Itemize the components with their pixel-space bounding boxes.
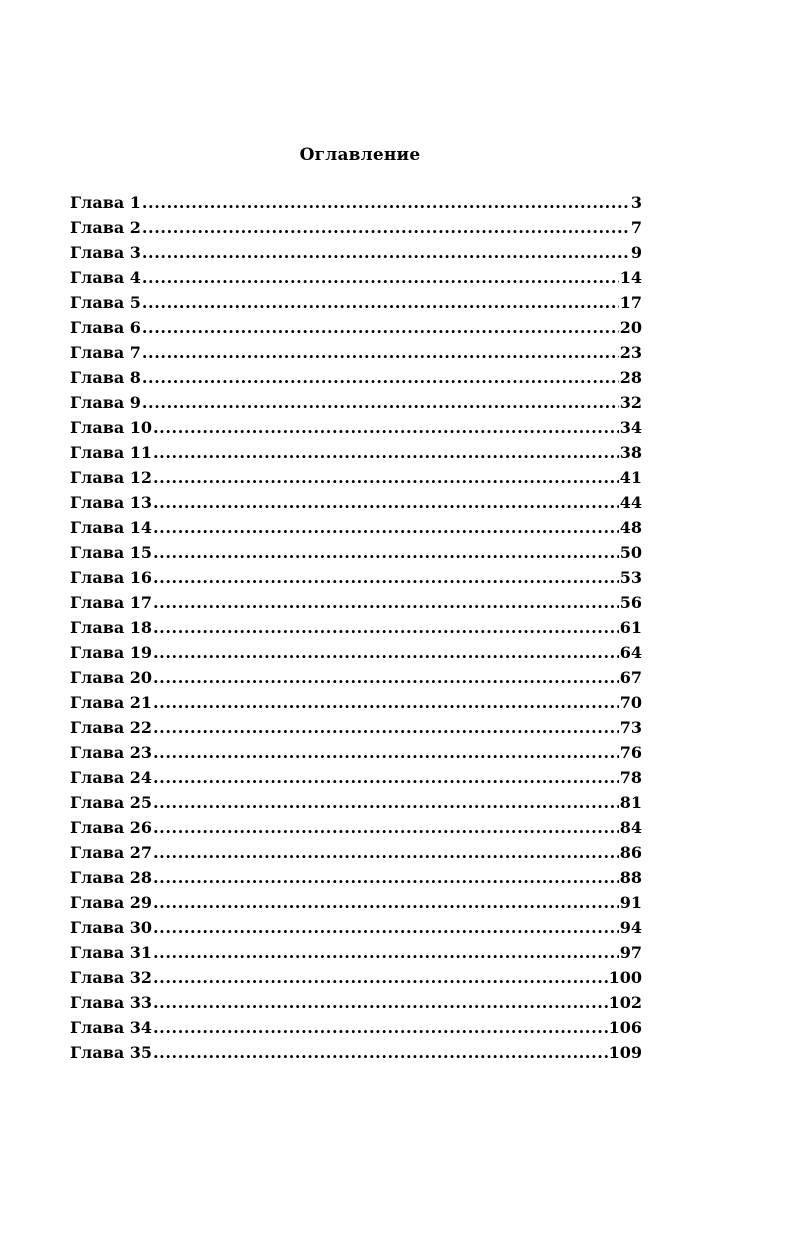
toc-dot-leader (153, 515, 619, 540)
toc-entry-label: Глава 24 (70, 768, 153, 787)
toc-entry-page-number: 34 (619, 418, 642, 437)
toc-dot-leader (153, 940, 619, 965)
toc-dot-leader (153, 665, 619, 690)
toc-entry (70, 265, 642, 290)
toc-entry-label: Глава 21 (70, 693, 153, 712)
toc-entry-page-number: 70 (619, 693, 642, 712)
toc-entry (70, 415, 642, 440)
toc-entry-label: Глава 4 (70, 268, 141, 287)
toc-entry-label: Глава 1 (70, 193, 141, 212)
toc-entry-label: Глава 30 (70, 918, 153, 937)
toc-entry-page-number: 28 (619, 368, 642, 387)
toc-dot-leader (153, 465, 619, 490)
toc-dot-leader (142, 340, 619, 365)
toc-entry-label: Глава 15 (70, 543, 153, 562)
toc-entry (70, 340, 642, 365)
toc-entry-page-number: 109 (608, 1043, 642, 1062)
toc-entry-page-number: 9 (630, 243, 642, 262)
toc-entry-page-number: 41 (619, 468, 642, 487)
toc-entry (70, 790, 642, 815)
toc-entry (70, 190, 642, 215)
table-of-contents (70, 190, 642, 1065)
toc-entry-label: Глава 8 (70, 368, 141, 387)
toc-entry-label: Глава 34 (70, 1018, 153, 1037)
toc-entry-label: Глава 17 (70, 593, 153, 612)
toc-entry-label: Глава 16 (70, 568, 153, 587)
toc-dot-leader (153, 1015, 608, 1040)
toc-dot-leader (142, 265, 619, 290)
toc-entry-page-number: 100 (608, 968, 642, 987)
toc-entry-label: Глава 11 (70, 443, 153, 462)
toc-dot-leader (153, 540, 619, 565)
toc-entry (70, 565, 642, 590)
toc-entry-label: Глава 5 (70, 293, 141, 312)
toc-dot-leader (153, 915, 619, 940)
toc-entry-label: Глава 6 (70, 318, 141, 337)
toc-entry-page-number: 53 (619, 568, 642, 587)
toc-entry-label: Глава 9 (70, 393, 141, 412)
toc-entry-label: Глава 26 (70, 818, 153, 837)
toc-entry-page-number: 23 (619, 343, 642, 362)
toc-entry (70, 365, 642, 390)
toc-entry-page-number: 56 (619, 593, 642, 612)
toc-entry (70, 290, 642, 315)
toc-entry (70, 390, 642, 415)
toc-dot-leader (153, 690, 619, 715)
toc-entry (70, 715, 642, 740)
toc-entry (70, 515, 642, 540)
toc-entry-page-number: 76 (619, 743, 642, 762)
toc-entry (70, 915, 642, 940)
toc-entry-label: Глава 35 (70, 1043, 153, 1062)
toc-entry-page-number: 73 (619, 718, 642, 737)
toc-entry-label: Глава 33 (70, 993, 153, 1012)
toc-entry (70, 615, 642, 640)
toc-entry-page-number: 84 (619, 818, 642, 837)
toc-dot-leader (153, 615, 619, 640)
toc-entry-page-number: 94 (619, 918, 642, 937)
toc-dot-leader (153, 740, 619, 765)
toc-entry-page-number: 97 (619, 943, 642, 962)
toc-dot-leader (153, 1040, 608, 1065)
toc-entry (70, 240, 642, 265)
toc-dot-leader (142, 365, 619, 390)
toc-entry-page-number: 88 (619, 868, 642, 887)
toc-entry (70, 690, 642, 715)
toc-entry-label: Глава 19 (70, 643, 153, 662)
toc-entry-page-number: 64 (619, 643, 642, 662)
toc-entry (70, 965, 642, 990)
toc-entry (70, 940, 642, 965)
toc-entry-page-number: 106 (608, 1018, 642, 1037)
toc-dot-leader (153, 815, 619, 840)
toc-entry-label: Глава 31 (70, 943, 153, 962)
toc-entry-page-number: 14 (619, 268, 642, 287)
toc-entry (70, 815, 642, 840)
toc-entry (70, 465, 642, 490)
toc-dot-leader (142, 215, 630, 240)
toc-entry-page-number: 32 (619, 393, 642, 412)
toc-entry (70, 440, 642, 465)
toc-dot-leader (153, 890, 619, 915)
toc-entry-page-number: 44 (619, 493, 642, 512)
toc-entry (70, 1015, 642, 1040)
toc-entry (70, 890, 642, 915)
toc-dot-leader (153, 640, 619, 665)
toc-entry-label: Глава 27 (70, 843, 153, 862)
toc-entry (70, 740, 642, 765)
toc-dot-leader (153, 990, 608, 1015)
toc-dot-leader (153, 765, 619, 790)
toc-entry (70, 1040, 642, 1065)
toc-dot-leader (153, 490, 619, 515)
toc-entry (70, 490, 642, 515)
toc-entry-page-number: 91 (619, 893, 642, 912)
toc-entry (70, 540, 642, 565)
toc-entry-label: Глава 7 (70, 343, 141, 362)
toc-entry-page-number: 81 (619, 793, 642, 812)
toc-dot-leader (142, 315, 619, 340)
toc-entry-page-number: 48 (619, 518, 642, 537)
toc-dot-leader (153, 840, 619, 865)
toc-dot-leader (153, 965, 608, 990)
toc-entry-label: Глава 28 (70, 868, 153, 887)
toc-entry-label: Глава 22 (70, 718, 153, 737)
toc-entry-label: Глава 20 (70, 668, 153, 687)
toc-dot-leader (142, 290, 619, 315)
toc-entry (70, 840, 642, 865)
toc-dot-leader (142, 190, 630, 215)
toc-entry (70, 315, 642, 340)
toc-entry-page-number: 78 (619, 768, 642, 787)
toc-entry-label: Глава 14 (70, 518, 153, 537)
toc-entry (70, 640, 642, 665)
toc-entry-label: Глава 12 (70, 468, 153, 487)
toc-dot-leader (142, 390, 619, 415)
toc-entry-label: Глава 25 (70, 793, 153, 812)
toc-entry-label: Глава 29 (70, 893, 153, 912)
toc-title: Оглавление (299, 145, 421, 165)
toc-entry-page-number: 7 (630, 218, 642, 237)
toc-entry-page-number: 3 (630, 193, 642, 212)
toc-entry (70, 990, 642, 1015)
toc-entry-page-number: 67 (619, 668, 642, 687)
toc-entry-page-number: 86 (619, 843, 642, 862)
toc-dot-leader (153, 715, 619, 740)
toc-entry (70, 765, 642, 790)
toc-dot-leader (153, 440, 619, 465)
toc-entry-page-number: 102 (608, 993, 642, 1012)
toc-entry-page-number: 50 (619, 543, 642, 562)
toc-entry-page-number: 38 (619, 443, 642, 462)
toc-entry-label: Глава 2 (70, 218, 141, 237)
toc-entry (70, 590, 642, 615)
toc-dot-leader (153, 415, 619, 440)
toc-entry-label: Глава 3 (70, 243, 141, 262)
toc-entry-label: Глава 10 (70, 418, 153, 437)
toc-entry-page-number: 61 (619, 618, 642, 637)
toc-dot-leader (153, 565, 619, 590)
toc-dot-leader (153, 865, 619, 890)
toc-entry-label: Глава 18 (70, 618, 153, 637)
toc-entry-label: Глава 23 (70, 743, 153, 762)
toc-entry-label: Глава 32 (70, 968, 153, 987)
toc-entry-page-number: 17 (619, 293, 642, 312)
toc-entry (70, 865, 642, 890)
toc-dot-leader (142, 240, 630, 265)
toc-entry (70, 665, 642, 690)
toc-entry (70, 215, 642, 240)
toc-entry-page-number: 20 (619, 318, 642, 337)
toc-dot-leader (153, 590, 619, 615)
toc-dot-leader (153, 790, 619, 815)
toc-entry-label: Глава 13 (70, 493, 153, 512)
